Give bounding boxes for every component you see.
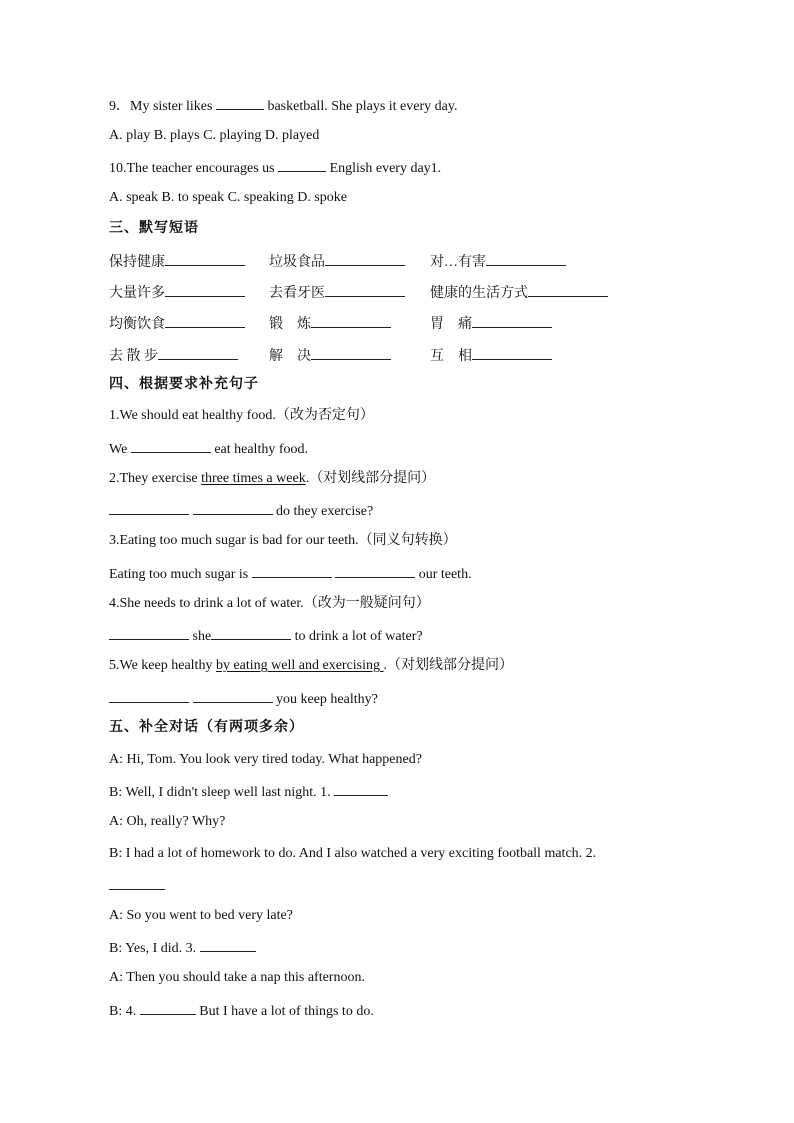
sentence-1-start: We [109,442,131,457]
sentence-2-blank-2[interactable] [193,501,273,515]
phrase-row-2 [109,283,709,301]
phrase-blank[interactable] [311,346,391,360]
sentence-4-end: to drink a lot of water? [291,629,423,644]
sentence-4-answer [109,626,423,646]
sentence-3-blank-1[interactable] [252,564,332,578]
sentence-2-start: 2.They exercise [109,471,202,486]
phrase-label: 保持健康 [109,255,165,270]
phrase-label: 锻 炼 [269,317,311,332]
phrase-label: 对…有害 [430,255,486,270]
dialogue-blank-2[interactable] [109,876,165,890]
phrase-row-1 [109,252,709,270]
sentence-5-end: you keep healthy? [272,692,378,707]
question-10-stem [109,158,441,178]
phrase-label: 去 散 步 [109,349,158,364]
sentence-5-blank-1[interactable] [109,689,189,703]
phrase-label: 垃圾食品 [269,255,325,270]
phrase-label: 均衡饮食 [109,317,165,332]
phrase-blank[interactable] [528,283,608,297]
sentence-5-prompt [109,657,513,675]
sentence-3-answer [109,564,472,584]
dialogue-line-7 [109,938,256,958]
sentence-1-end: eat healthy food. [210,442,308,457]
phrase-label: 胃 痛 [430,317,472,332]
dialogue-blank-4[interactable] [140,1001,196,1015]
phrase-row-4 [109,346,709,364]
dialogue-line-1: A: Hi, Tom. You look very tired today. What happened? [109,752,422,767]
phrase-blank[interactable] [472,346,552,360]
q10-answer-blank[interactable] [278,158,326,172]
phrase-label: 大量许多 [109,286,165,301]
sentence-1-blank[interactable] [131,439,211,453]
sentence-5-start: 5.We keep healthy [109,658,216,673]
q10-stem-start: 10.The teacher encourages us [109,161,279,176]
phrase-blank[interactable] [158,346,238,360]
sentence-1-answer [109,439,308,459]
dialogue-line-2 [109,782,388,802]
phrase-label: 去看牙医 [269,286,325,301]
dialogue-line-3: A: Oh, really? Why? [109,814,226,829]
sentence-3-start: Eating too much sugar is [109,567,252,582]
sentence-5-blank-2[interactable] [193,689,273,703]
dialogue-line-7-text: B: Yes, I did. 3. [109,941,200,956]
phrase-blank[interactable] [486,252,566,266]
phrase-blank[interactable] [472,314,552,328]
phrase-blank[interactable] [325,252,405,266]
sentence-5-instruction: .（对划线部分提问） [383,658,514,673]
dialogue-line-6: A: So you went to bed very late? [109,908,293,923]
phrase-label: 解 决 [269,349,311,364]
dialogue-line-5 [109,876,165,896]
sentence-5-answer [109,689,378,709]
phrase-blank[interactable] [165,252,245,266]
sentence-2-prompt [109,470,435,488]
phrase-blank[interactable] [325,283,405,297]
q9-stem-end: basketball. She plays it every day. [263,99,458,114]
dialogue-line-4: B: I had a lot of homework to do. And I also watched a very exciting football match. 2. [109,846,597,861]
dialogue-line-9-end: But I have a lot of things to do. [195,1004,374,1019]
phrase-label: 健康的生活方式 [430,286,528,301]
sentence-4-blank-2[interactable] [211,626,291,640]
q10-stem-end: English every day1. [326,161,442,176]
sentence-2-answer [109,501,373,521]
phrase-blank[interactable] [311,314,391,328]
dialogue-blank-3[interactable] [200,938,256,952]
sentence-3-prompt: 3.Eating too much sugar is bad for our teeth.（同义句转换） [109,533,457,548]
section-5-heading: 五、补全对话（有两项多余） [109,720,304,735]
phrase-blank[interactable] [165,283,245,297]
question-9-stem [109,96,457,116]
dialogue-line-9-text: B: 4. [109,1004,140,1019]
phrase-label: 互 相 [430,349,472,364]
sentence-2-blank-1[interactable] [109,501,189,515]
dialogue-line-8: A: Then you should take a nap this afternoon. [109,970,365,985]
question-9-options: A. play B. plays C. playing D. played [109,128,320,143]
dialogue-blank-1[interactable] [334,782,388,796]
sentence-4-blank-1[interactable] [109,626,189,640]
section-3-heading: 三、默写短语 [109,221,199,236]
sentence-3-blank-2[interactable] [335,564,415,578]
sentence-3-end: our teeth. [415,567,472,582]
sentence-5-underlined: by eating well and exercising [215,658,384,673]
question-10-options: A. speak B. to speak C. speaking D. spoke [109,190,347,205]
sentence-2-instruction: .（对划线部分提问） [305,471,436,486]
q9-stem-start: 9．My sister likes [109,99,216,114]
dialogue-line-2-text: B: Well, I didn't sleep well last night. 1. [109,785,335,800]
phrase-blank[interactable] [165,314,245,328]
sentence-4-mid: she [189,629,212,644]
sentence-4-prompt: 4.She needs to drink a lot of water.（改为一般疑问句） [109,596,430,611]
q9-answer-blank[interactable] [216,96,264,110]
dialogue-line-9 [109,1001,374,1021]
section-4-heading: 四、根据要求补充句子 [109,377,259,392]
sentence-2-underlined: three times a week [201,471,306,486]
sentence-2-end: do they exercise? [272,504,374,519]
phrase-row-3 [109,314,709,332]
sentence-1-prompt: 1.We should eat healthy food.（改为否定句） [109,408,374,423]
